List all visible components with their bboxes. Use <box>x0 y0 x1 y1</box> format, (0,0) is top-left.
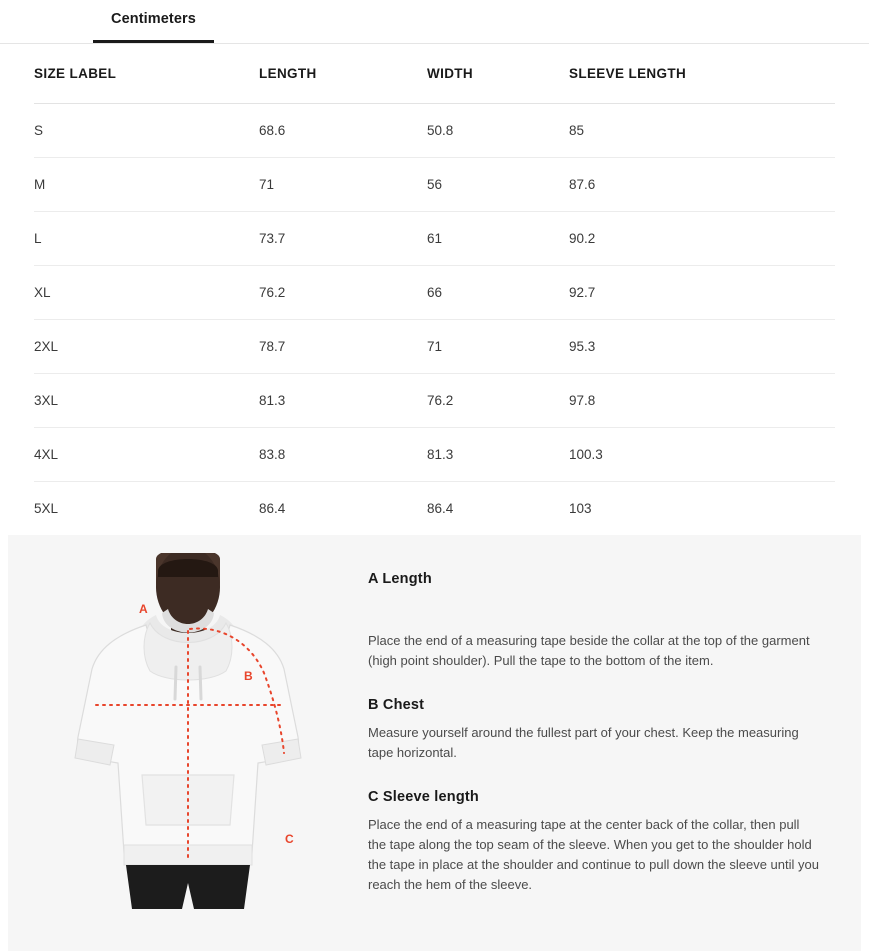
guide-label-c: C <box>285 832 294 846</box>
table-row <box>34 266 835 320</box>
table-row <box>34 320 835 374</box>
cell-length: 78.7 <box>259 320 427 374</box>
instruction-body-length: Place the end of a measuring tape beside the collar at the top of the garment (high point shoulder). Pull the tape to the bottom of the item. <box>368 633 810 668</box>
cell-sleeve-length: 85 <box>569 104 835 158</box>
cell-sleeve-length: 97.8 <box>569 374 835 428</box>
cell-size-label: 5XL <box>34 482 259 536</box>
cell-length: 86.4 <box>259 482 427 536</box>
cell-length: 68.6 <box>259 104 427 158</box>
table-row <box>34 374 835 428</box>
cell-size-label: M <box>34 158 259 212</box>
table-row <box>34 482 835 536</box>
instruction-heading-length: A Length <box>368 571 432 587</box>
cell-length: 76.2 <box>259 266 427 320</box>
size-chart-table <box>34 44 835 536</box>
cell-width: 76.2 <box>427 374 569 428</box>
cell-sleeve-length: 100.3 <box>569 428 835 482</box>
cell-width: 71 <box>427 320 569 374</box>
size-table-container <box>0 44 869 536</box>
column-header-sleeve-length: SLEEVE LENGTH <box>569 44 835 104</box>
guide-label-b: B <box>244 669 253 683</box>
table-row <box>34 212 835 266</box>
cell-length: 83.8 <box>259 428 427 482</box>
cell-width: 50.8 <box>427 104 569 158</box>
garment-figure <box>8 535 368 951</box>
tab-centimeters[interactable] <box>93 0 214 43</box>
cell-width: 61 <box>427 212 569 266</box>
unit-tabs <box>0 0 869 44</box>
measurement-instructions <box>368 535 861 895</box>
column-header-size-label: SIZE LABEL <box>34 44 259 104</box>
cell-size-label: XL <box>34 266 259 320</box>
instruction-body-sleeve-length: Place the end of a measuring tape at the center back of the collar, then pull the tape along the top seam of the sleeve. When you get to the shoulder hold the tape in place at the shoulder and continue to pull down the sleeve until you reach the hem of the sleeve. <box>368 817 819 892</box>
instruction-body-chest: Measure yourself around the fullest part of your chest. Keep the measuring tape horizontal. <box>368 725 799 760</box>
table-row <box>34 428 835 482</box>
instruction-heading-chest: B Chest <box>368 697 425 713</box>
table-row <box>34 158 835 212</box>
cell-sleeve-length: 103 <box>569 482 835 536</box>
cell-size-label: S <box>34 104 259 158</box>
table-header-row <box>34 44 835 104</box>
cell-sleeve-length: 95.3 <box>569 320 835 374</box>
cell-length: 81.3 <box>259 374 427 428</box>
guide-label-a: A <box>139 602 148 616</box>
cell-size-label: 2XL <box>34 320 259 374</box>
column-header-width: WIDTH <box>427 44 569 104</box>
cell-length: 73.7 <box>259 212 427 266</box>
cell-size-label: 3XL <box>34 374 259 428</box>
cell-width: 81.3 <box>427 428 569 482</box>
cell-width: 86.4 <box>427 482 569 536</box>
cell-sleeve-length: 87.6 <box>569 158 835 212</box>
cell-width: 56 <box>427 158 569 212</box>
cell-sleeve-length: 92.7 <box>569 266 835 320</box>
cell-size-label: L <box>34 212 259 266</box>
instruction-heading-sleeve-length: C Sleeve length <box>368 789 479 805</box>
cell-sleeve-length: 90.2 <box>569 212 835 266</box>
cell-width: 66 <box>427 266 569 320</box>
tab-centimeters-label: Centimeters <box>111 11 196 27</box>
hoodie-illustration <box>38 553 338 913</box>
cell-length: 71 <box>259 158 427 212</box>
column-header-length: LENGTH <box>259 44 427 104</box>
cell-size-label: 4XL <box>34 428 259 482</box>
measurement-guide-panel <box>8 535 861 951</box>
table-row <box>34 104 835 158</box>
